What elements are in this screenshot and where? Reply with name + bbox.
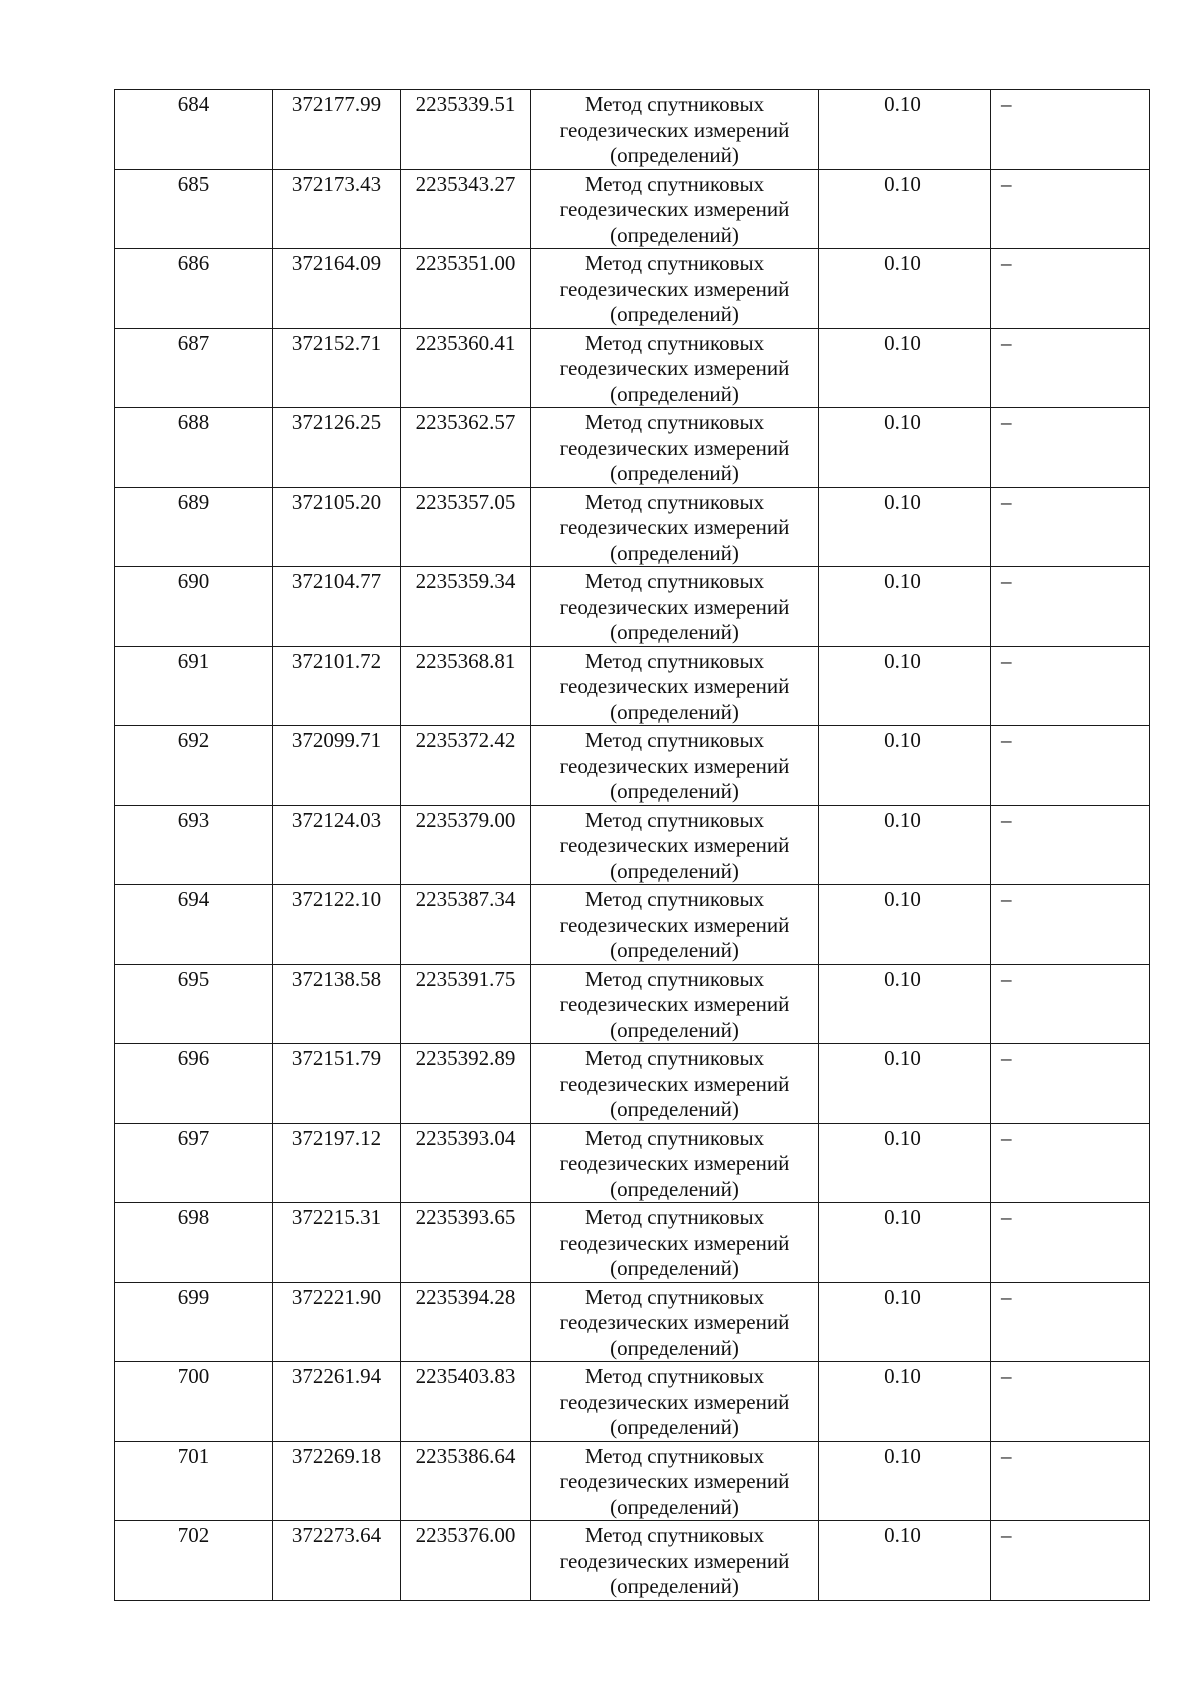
method-line-3: (определений) [610,1017,739,1042]
table-row [115,90,1150,170]
point-number-cell: 687 [115,328,273,408]
description-cell: – [991,1123,1150,1203]
point-number-cell: 699 [115,1282,273,1362]
x-coordinate-cell: 372273.64 [273,1521,401,1601]
method-line-3: (определений) [610,143,739,167]
method-line-2: геодезических измерений [559,833,790,857]
accuracy-cell: 0.10 [819,1441,991,1521]
method-line-3: (определений) [610,1256,739,1280]
point-number-cell: 688 [115,408,273,488]
x-coordinate-cell: 372105.20 [273,487,401,567]
method-line-3: (определений) [610,540,739,565]
method-line-1: Метод спутниковых [584,807,765,832]
method-line-2: геодезических измерений [559,197,790,221]
method-cell [531,1282,819,1362]
table-row [115,885,1150,965]
accuracy-cell: 0.10 [819,249,991,329]
method-line-2: геодезических измерений [559,1310,790,1334]
accuracy-cell: 0.10 [819,646,991,726]
table-row [115,1203,1150,1283]
y-coordinate-cell: 2235403.83 [401,1362,531,1442]
method-line-1: Метод спутниковых [584,569,765,593]
method-line-3: (определений) [610,620,739,644]
table-row [115,169,1150,249]
description-cell: – [991,567,1150,647]
table-row [115,1362,1150,1442]
accuracy-cell: 0.10 [819,1362,991,1442]
method-line-3: (определений) [610,779,739,803]
method-line-2: геодезических измерений [559,1230,790,1255]
method-line-1: Метод спутниковых [584,1125,765,1150]
method-line-3: (определений) [610,222,739,247]
accuracy-cell: 0.10 [819,567,991,647]
method-line-2: геодезических измерений [559,356,790,380]
method-cell [531,885,819,965]
y-coordinate-cell: 2235393.65 [401,1203,531,1283]
description-cell: – [991,408,1150,488]
method-line-1: Метод спутниковых [584,489,765,514]
method-cell [531,726,819,806]
method-line-2: геодезических измерений [559,912,790,937]
description-cell: – [991,1441,1150,1521]
point-number-cell: 684 [115,90,273,170]
method-cell [531,328,819,408]
accuracy-cell: 0.10 [819,408,991,488]
accuracy-cell: 0.10 [819,90,991,170]
y-coordinate-cell: 2235372.42 [401,726,531,806]
method-cell [531,169,819,249]
point-number-cell: 696 [115,1044,273,1124]
accuracy-cell: 0.10 [819,1203,991,1283]
method-line-1: Метод спутниковых [584,251,765,275]
method-cell [531,1203,819,1283]
method-line-1: Метод спутниковых [584,1443,765,1468]
method-line-3: (определений) [610,1176,739,1201]
method-cell [531,567,819,647]
y-coordinate-cell: 2235357.05 [401,487,531,567]
description-cell: – [991,249,1150,329]
table-row [115,1282,1150,1362]
method-cell [531,1044,819,1124]
method-line-2: геодезических измерений [559,674,790,698]
accuracy-cell: 0.10 [819,964,991,1044]
method-line-3: (определений) [610,1494,739,1519]
method-cell [531,1362,819,1442]
method-cell [531,1441,819,1521]
description-cell: – [991,1203,1150,1283]
method-line-3: (определений) [610,858,739,883]
description-cell: – [991,885,1150,965]
table-row [115,1441,1150,1521]
method-cell [531,408,819,488]
method-cell [531,646,819,726]
x-coordinate-cell: 372261.94 [273,1362,401,1442]
method-line-2: геодезических измерений [559,515,790,539]
y-coordinate-cell: 2235359.34 [401,567,531,647]
y-coordinate-cell: 2235393.04 [401,1123,531,1203]
method-cell [531,1123,819,1203]
description-cell: – [991,1521,1150,1601]
description-cell: – [991,726,1150,806]
x-coordinate-cell: 372126.25 [273,408,401,488]
method-line-3: (определений) [610,381,739,406]
point-number-cell: 694 [115,885,273,965]
description-cell: – [991,1282,1150,1362]
x-coordinate-cell: 372124.03 [273,805,401,885]
method-line-3: (определений) [610,461,739,485]
table-body [115,90,1150,1601]
x-coordinate-cell: 372104.77 [273,567,401,647]
method-line-2: геодезических измерений [559,276,790,301]
x-coordinate-cell: 372122.10 [273,885,401,965]
point-number-cell: 691 [115,646,273,726]
y-coordinate-cell: 2235379.00 [401,805,531,885]
method-line-1: Метод спутниковых [584,966,765,991]
table-row [115,964,1150,1044]
method-line-3: (определений) [610,699,739,724]
x-coordinate-cell: 372099.71 [273,726,401,806]
method-line-2: геодезических измерений [559,1389,790,1414]
point-number-cell: 690 [115,567,273,647]
table-row [115,805,1150,885]
point-number-cell: 702 [115,1521,273,1601]
method-line-1: Метод спутниковых [584,728,765,752]
point-number-cell: 686 [115,249,273,329]
point-number-cell: 700 [115,1362,273,1442]
method-cell [531,487,819,567]
method-line-1: Метод спутниковых [584,171,765,196]
method-line-1: Метод спутниковых [584,92,765,116]
x-coordinate-cell: 372215.31 [273,1203,401,1283]
point-number-cell: 693 [115,805,273,885]
point-number-cell: 697 [115,1123,273,1203]
method-cell [531,90,819,170]
point-number-cell: 695 [115,964,273,1044]
y-coordinate-cell: 2235368.81 [401,646,531,726]
y-coordinate-cell: 2235376.00 [401,1521,531,1601]
table-row [115,408,1150,488]
y-coordinate-cell: 2235362.57 [401,408,531,488]
point-number-cell: 689 [115,487,273,567]
method-line-1: Метод спутниковых [584,887,765,911]
point-number-cell: 692 [115,726,273,806]
method-cell [531,1521,819,1601]
x-coordinate-cell: 372173.43 [273,169,401,249]
y-coordinate-cell: 2235351.00 [401,249,531,329]
table-row [115,487,1150,567]
method-line-1: Метод спутниковых [584,410,765,434]
method-cell [531,249,819,329]
method-cell [531,805,819,885]
table-row [115,646,1150,726]
accuracy-cell: 0.10 [819,487,991,567]
method-line-1: Метод спутниковых [584,1364,765,1388]
description-cell: – [991,169,1150,249]
x-coordinate-cell: 372101.72 [273,646,401,726]
table-row [115,1044,1150,1124]
accuracy-cell: 0.10 [819,1521,991,1601]
x-coordinate-cell: 372197.12 [273,1123,401,1203]
y-coordinate-cell: 2235339.51 [401,90,531,170]
table-row [115,1521,1150,1601]
method-line-2: геодезических измерений [559,753,790,778]
accuracy-cell: 0.10 [819,726,991,806]
method-line-1: Метод спутниковых [584,330,765,355]
accuracy-cell: 0.10 [819,1282,991,1362]
table-row [115,1123,1150,1203]
method-line-2: геодезических измерений [559,117,790,142]
method-line-1: Метод спутниковых [584,1205,765,1229]
y-coordinate-cell: 2235392.89 [401,1044,531,1124]
method-line-2: геодезических измерений [559,435,790,460]
method-line-1: Метод спутниковых [584,1523,765,1547]
x-coordinate-cell: 372164.09 [273,249,401,329]
y-coordinate-cell: 2235360.41 [401,328,531,408]
description-cell: – [991,487,1150,567]
x-coordinate-cell: 372221.90 [273,1282,401,1362]
method-line-3: (определений) [610,1097,739,1121]
x-coordinate-cell: 372138.58 [273,964,401,1044]
x-coordinate-cell: 372177.99 [273,90,401,170]
description-cell: – [991,328,1150,408]
table-row [115,328,1150,408]
method-line-3: (определений) [610,1574,739,1598]
point-number-cell: 685 [115,169,273,249]
point-number-cell: 698 [115,1203,273,1283]
accuracy-cell: 0.10 [819,805,991,885]
description-cell: – [991,1044,1150,1124]
x-coordinate-cell: 372151.79 [273,1044,401,1124]
description-cell: – [991,90,1150,170]
method-line-2: геодезических измерений [559,594,790,619]
description-cell: – [991,805,1150,885]
description-cell: – [991,1362,1150,1442]
accuracy-cell: 0.10 [819,328,991,408]
method-line-2: геодезических измерений [559,1151,790,1175]
method-cell [531,964,819,1044]
x-coordinate-cell: 372269.18 [273,1441,401,1521]
method-line-2: геодезических измерений [559,1548,790,1573]
method-line-3: (определений) [610,1415,739,1439]
method-line-1: Метод спутниковых [584,648,765,673]
coordinates-table [114,89,1150,1601]
y-coordinate-cell: 2235387.34 [401,885,531,965]
point-number-cell: 701 [115,1441,273,1521]
method-line-1: Метод спутниковых [584,1284,765,1309]
y-coordinate-cell: 2235386.64 [401,1441,531,1521]
method-line-2: геодезических измерений [559,992,790,1016]
method-line-2: геодезических измерений [559,1469,790,1493]
y-coordinate-cell: 2235391.75 [401,964,531,1044]
accuracy-cell: 0.10 [819,1044,991,1124]
table-row [115,567,1150,647]
description-cell: – [991,964,1150,1044]
y-coordinate-cell: 2235343.27 [401,169,531,249]
y-coordinate-cell: 2235394.28 [401,1282,531,1362]
x-coordinate-cell: 372152.71 [273,328,401,408]
accuracy-cell: 0.10 [819,169,991,249]
method-line-2: геодезических измерений [559,1071,790,1096]
method-line-3: (определений) [610,1335,739,1360]
method-line-3: (определений) [610,302,739,326]
table-row [115,249,1150,329]
accuracy-cell: 0.10 [819,885,991,965]
method-line-1: Метод спутниковых [584,1046,765,1070]
accuracy-cell: 0.10 [819,1123,991,1203]
table-row [115,726,1150,806]
method-line-3: (определений) [610,938,739,962]
description-cell: – [991,646,1150,726]
